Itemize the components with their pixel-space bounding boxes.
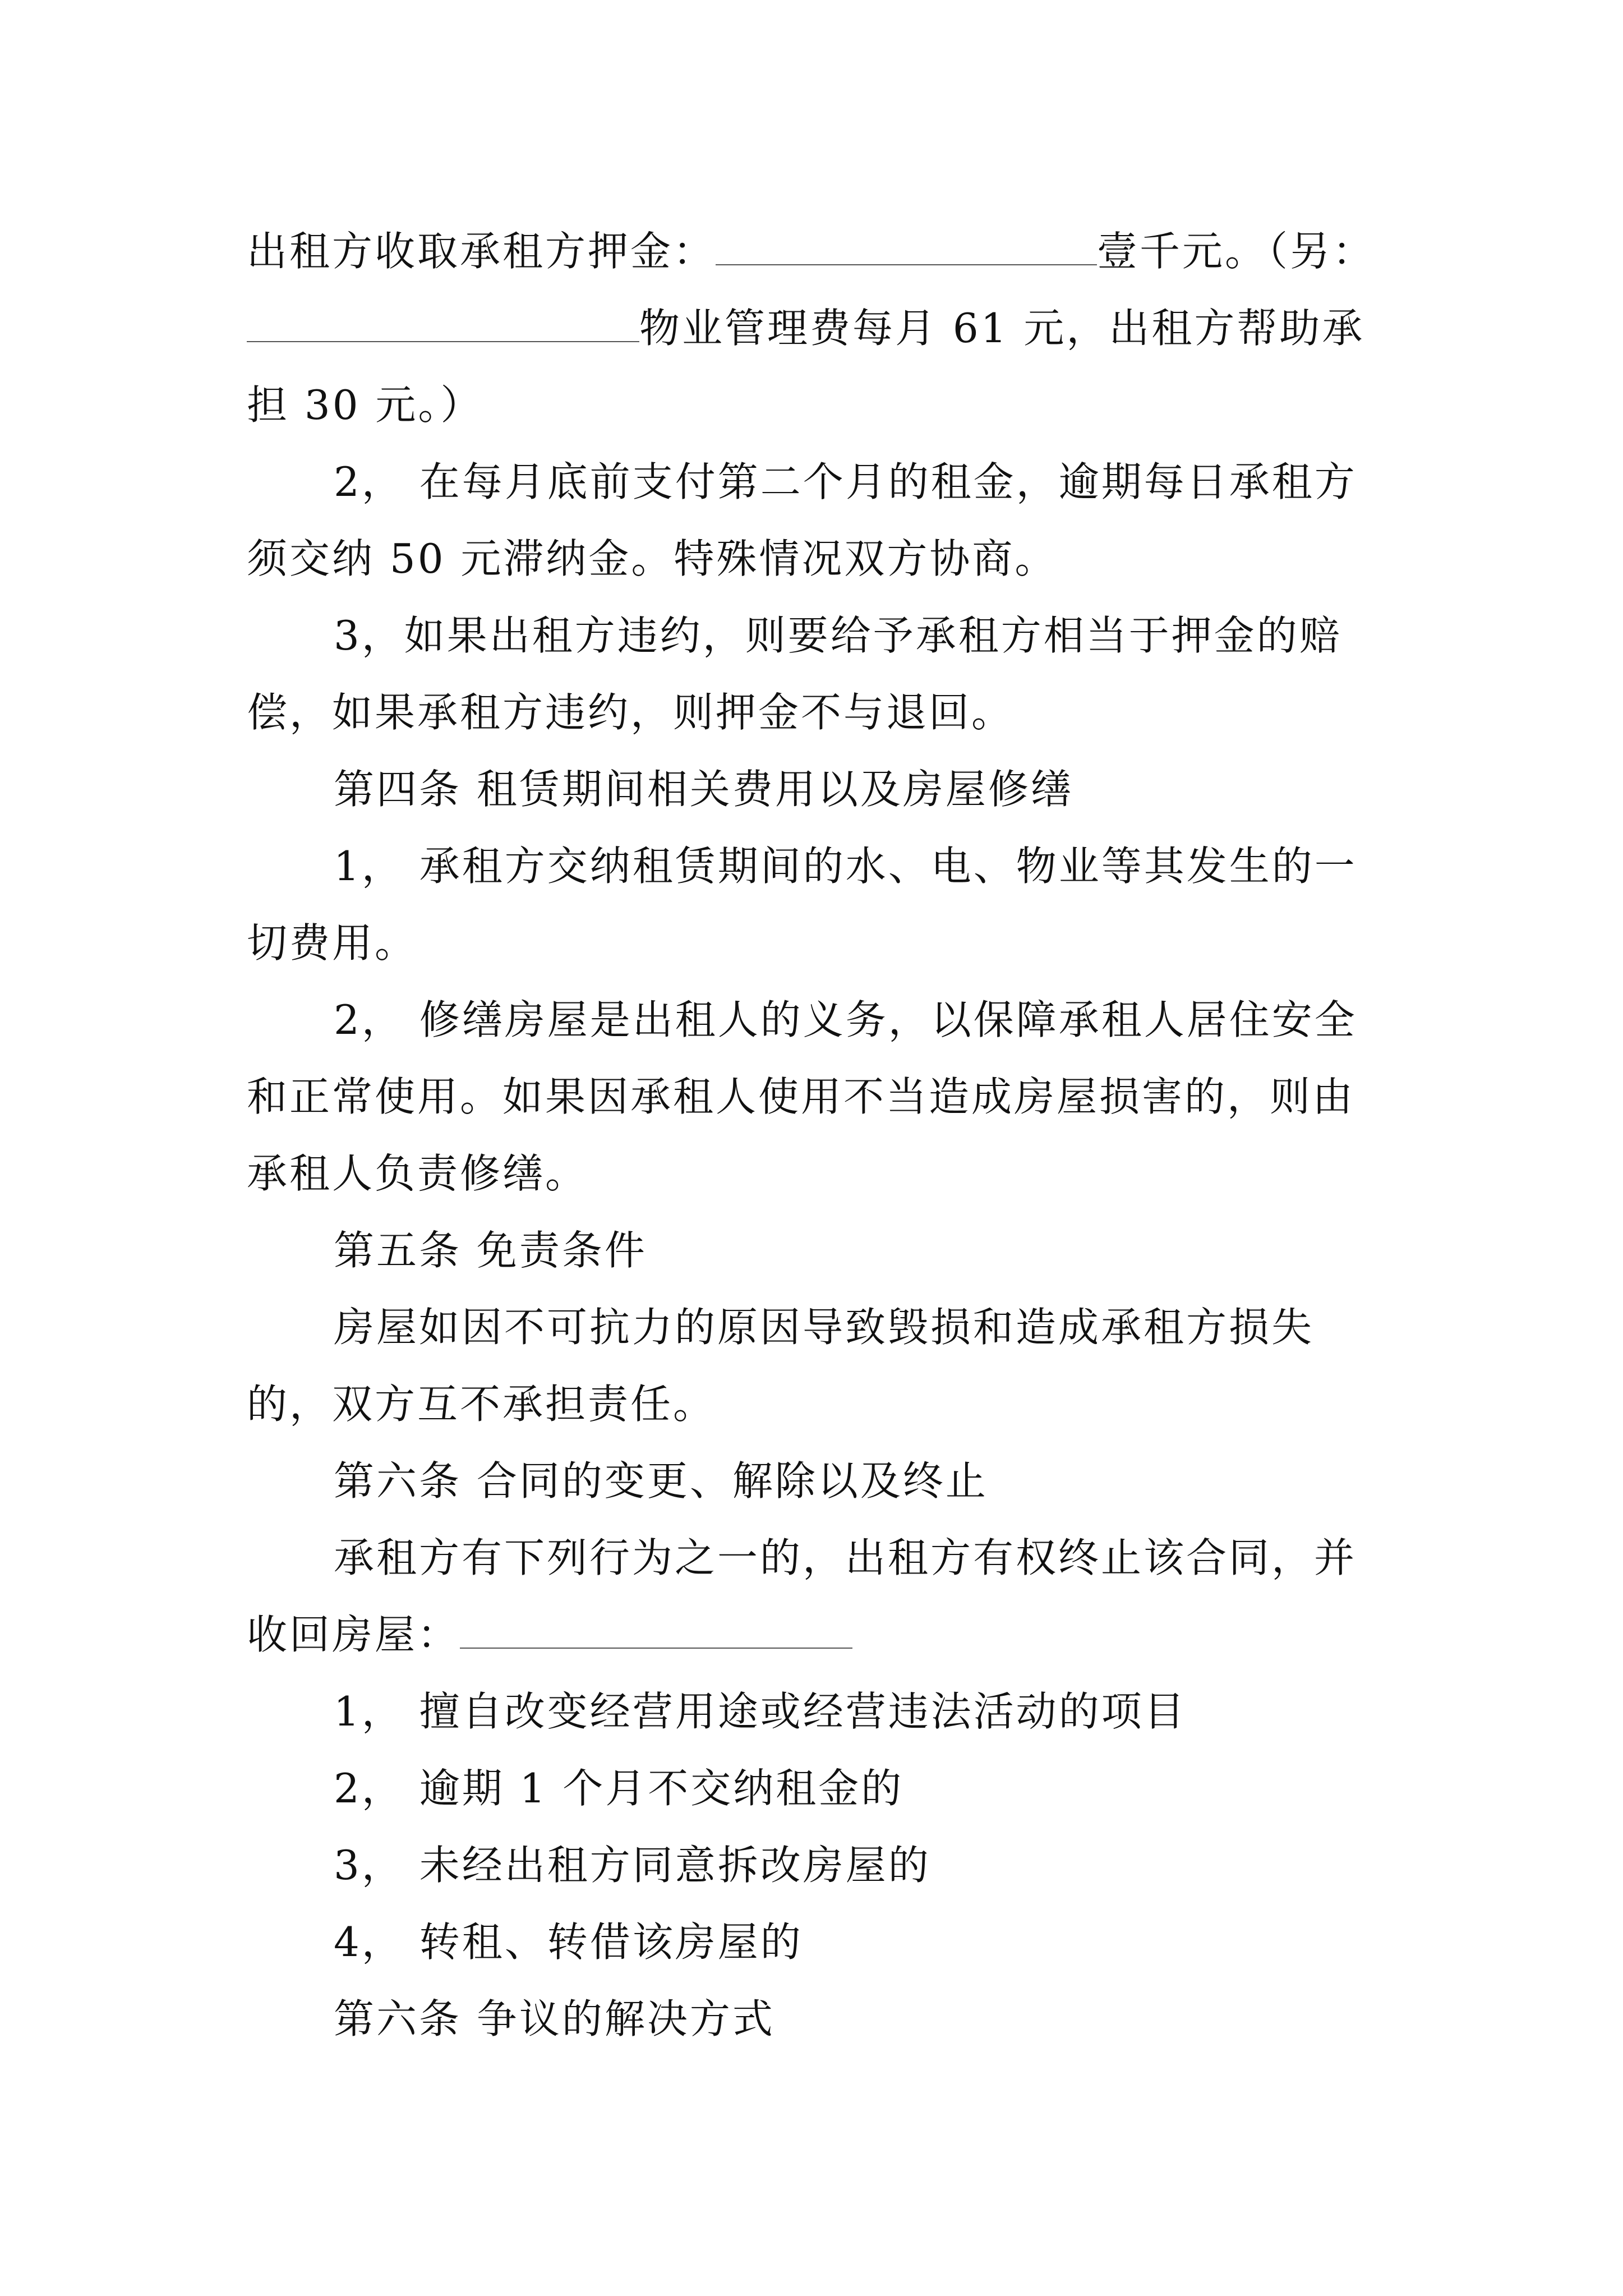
text-line: 承租方有下列行为之一的，出租方有权终止该合同，并: [334, 1534, 1357, 1581]
list-item: 2， 逾期 1 个月不交纳租金的: [334, 1765, 904, 1812]
text-line: [247, 213, 1391, 290]
section-heading: 第四条 租赁期间相关费用以及房屋修缮: [334, 766, 1073, 813]
text-line: 切费用。: [247, 919, 418, 967]
blank-field[interactable]: [247, 307, 639, 342]
section-heading: 第五条 免责条件: [334, 1227, 647, 1274]
text-line: 3，如果出租方违约，则要给予承租方相当于押金的赔: [334, 612, 1342, 659]
text-line: 的，双方互不承担责任。: [247, 1381, 716, 1428]
text-line: 1， 承租方交纳租赁期间的水、电、物业等其发生的一: [334, 843, 1357, 890]
text-line: 和正常使用。如果因承租人使用不当造成房屋损害的，则由: [247, 1073, 1355, 1120]
document-page: [247, 213, 1391, 2058]
deposit-label: 出租方收取承租方押金：: [247, 228, 716, 275]
deposit-amount: 壹千元。（另：: [1097, 228, 1376, 275]
text-line: 房屋如因不可抗力的原因导致毁损和造成承租方损失: [334, 1304, 1315, 1351]
section-heading: 第六条 争议的解决方式: [334, 1995, 775, 2042]
blank-field[interactable]: [460, 1614, 852, 1649]
property-fee-text: 物业管理费每月 61 元，出租方帮助承: [639, 305, 1365, 352]
reclaim-house-label: 收回房屋：: [247, 1611, 460, 1658]
text-line: [247, 1596, 1391, 1673]
list-item: 3， 未经出租方同意拆改房屋的: [334, 1842, 931, 1889]
text-line: 担 30 元。）: [247, 381, 483, 429]
text-line: 须交纳 50 元滞纳金。特殊情况双方协商。: [247, 535, 1058, 582]
section-heading: 第六条 合同的变更、解除以及终止: [334, 1457, 988, 1504]
blank-field[interactable]: [716, 231, 1097, 265]
list-item: 4， 转租、转借该房屋的: [334, 1918, 803, 1966]
text-line: 2， 修缮房屋是出租人的义务，以保障承租人居住安全: [334, 996, 1357, 1043]
list-item: 1， 擅自改变经营用途或经营违法活动的项目: [334, 1688, 1187, 1735]
text-line: 2， 在每月底前支付第二个月的租金，逾期每日承租方: [334, 458, 1357, 505]
text-line: [247, 290, 1391, 367]
text-line: 承租人负责修缮。: [247, 1150, 588, 1197]
text-line: 偿，如果承租方违约，则押金不与退回。: [247, 689, 1015, 736]
